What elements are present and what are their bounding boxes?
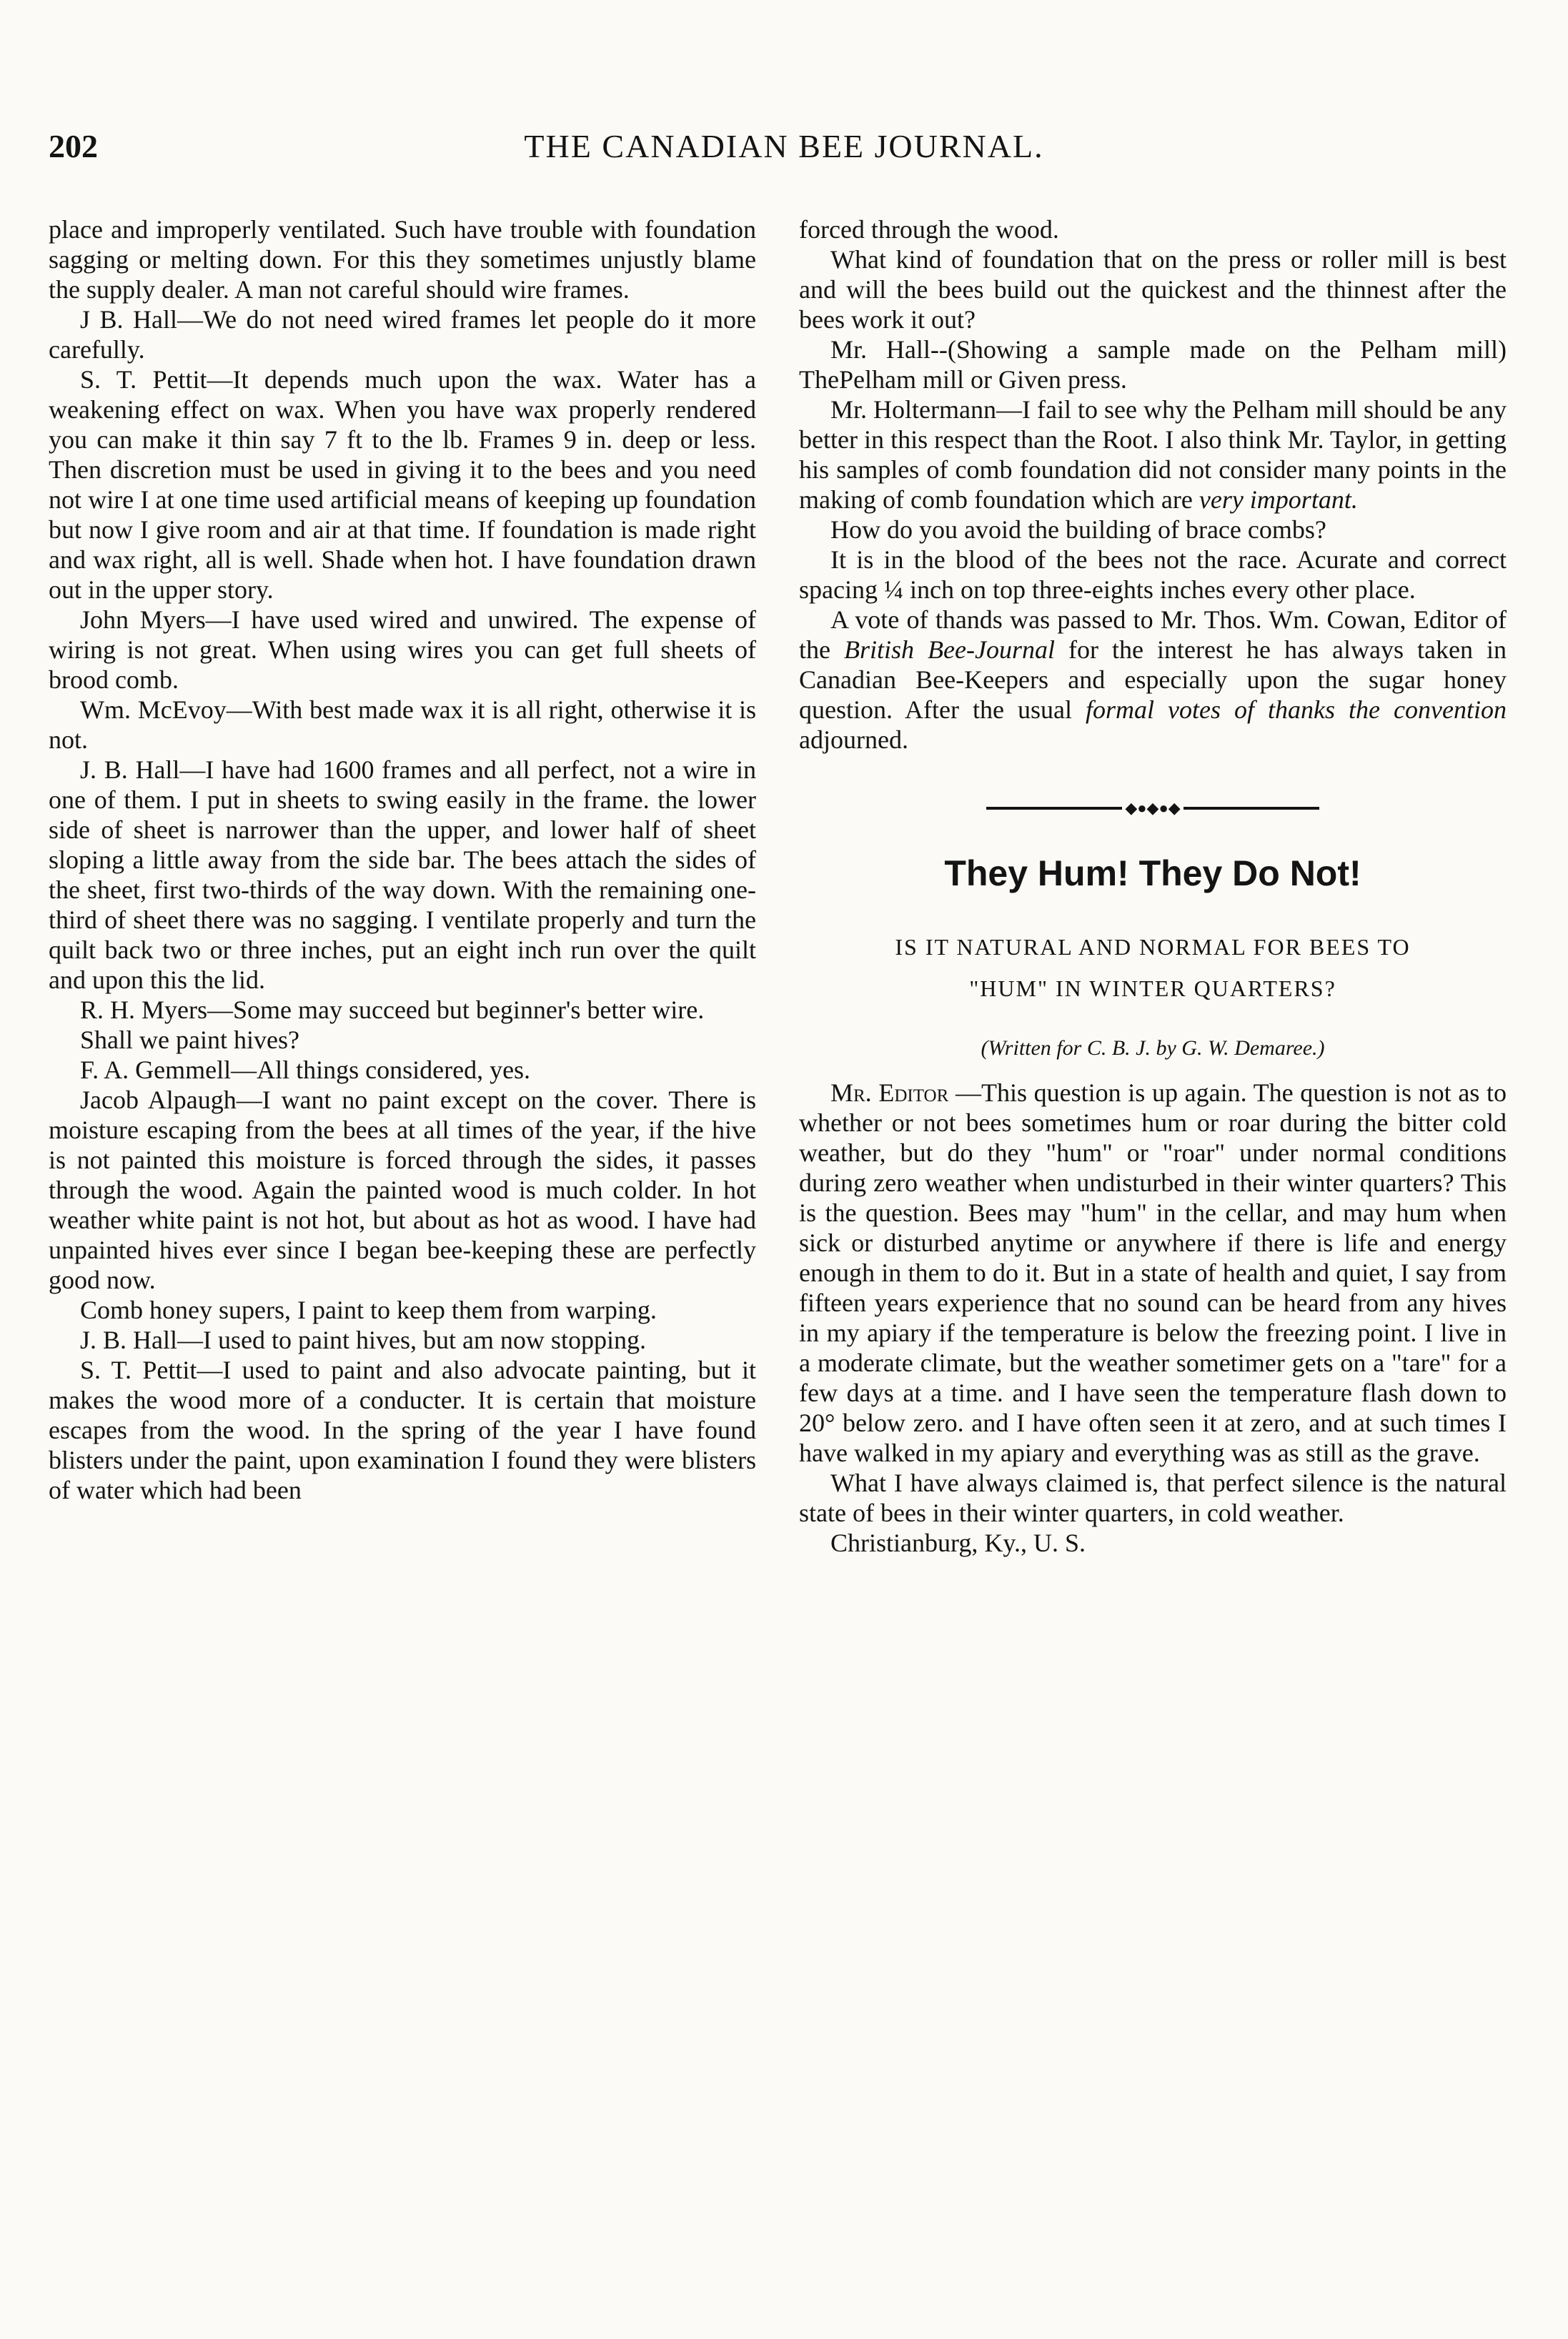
italic-text: very important.: [1199, 485, 1358, 514]
paragraph: Wm. McEvoy—With best made wax it is all right, otherwise it is not.: [49, 695, 756, 754]
article-subtitle: [799, 926, 1507, 1009]
paragraph: F. A. Gemmell—All things considered, yes.: [80, 1056, 531, 1084]
paragraph: What I have always claimed is, that perfect silence is the natural state of bees in their winter quarters, in cold weather.: [799, 1469, 1507, 1527]
paragraph: S. T. Pettit—I used to paint and also advocate painting, but it makes the wood more of a conducter. It is certain that moisture escapes from the wood. In the spring of the year I have found blisters under the paint, upon examination I found they were blisters of water which had been: [49, 1356, 756, 1504]
paragraph: [799, 605, 1507, 755]
right-column: [799, 214, 1507, 1558]
paragraph: J. B. Hall—I have had 1600 frames and all perfect, not a wire in one of them. I put in sheets to swing easily in the frame. the lower side of sheet is narrower than the upper, and lower half of sheet sloping a little away from the side bar. The bees attach the sides of the sheet, first two-thirds of the way down. With the remaining one-third of sheet there was no sagging. I ventilate properly and turn the quilt back two or three inches, put an eight inch run over the quilt and upon this the lid.: [49, 755, 756, 994]
paragraph: J. B. Hall—I used to paint hives, but am now stopping.: [80, 1326, 646, 1354]
journal-title: THE CANADIAN BEE JOURNAL.: [524, 128, 1044, 164]
article-title: They Hum! They Do Not!: [944, 853, 1361, 893]
paragraph: J B. Hall—We do not need wired frames let people do it more carefully.: [49, 305, 756, 364]
page-number: 202: [49, 128, 98, 164]
paragraph: Mr. Hall--(Showing a sample made on the Pelham mill) ThePelham mill or Given press.: [799, 335, 1507, 394]
section-divider: [799, 793, 1507, 823]
subtitle-line: IS IT NATURAL AND NORMAL FOR BEES TO: [895, 934, 1411, 960]
paragraph: forced through the wood.: [799, 215, 1059, 244]
paragraph: [799, 1078, 1507, 1468]
paragraph: Shall we paint hives?: [80, 1026, 299, 1054]
signoff: Christianburg, Ky., U. S.: [830, 1529, 1086, 1557]
subtitle-line: "HUM" IN WINTER QUARTERS?: [969, 975, 1336, 1001]
paragraph: Jacob Alpaugh—I want no paint except on the cover. There is moisture escaping from the bees at all times of the year, if the hive is not painted this moisture is forced through the sides, it passes through the wood. Again the painted wood is much colder. In hot weather white paint is not hot, but about as hot as wood. I have had unpainted hives ever since I began bee-keeping these are perfectly good now.: [49, 1086, 756, 1294]
left-column: [49, 214, 756, 1505]
salutation: Mr. Editor: [830, 1078, 949, 1107]
text-run: for the interest he has always taken in Canadian Bee-Keepers and especially upon the sugar honey question. After the usual: [799, 635, 1507, 724]
italic-text: British Bee-Journal: [844, 635, 1055, 664]
text-run: —This question is up again. The question is not as to whether or not bees sometimes hum or roar during the bitter cold weather, but do they "hum" or "roar" under normal conditions during zero weather when undisturbed in their winter quarters? This is the question. Bees may "hum" in the cellar, and may hum when sick or disturbed anytime or anywhere if there is life and energy enough in them to do it. But in a state of health and quiet, I say from fifteen years experience that no sound can be heard from any hives in my apiary if the temperature is below the freezing point. I live in a moderate climate, but the weather sometimer gets on a "tare" for a few days at a time. and I have seen the temperature flash down to 20° below zero. and I have often seen it at zero, and at such times I have walked in my apiary and everything was as still as the grave.: [799, 1078, 1507, 1467]
paragraph: How do you avoid the building of brace combs?: [830, 515, 1326, 544]
paragraph: S. T. Pettit—It depends much upon the wax. Water has a weakening effect on wax. When you have wax properly rendered you can make it thin say 7 ft to the lb. Frames 9 in. deep or less. Then discretion must be used in giving it to the bees and you need not wire I at one time used artificial means of keeping up foundation but now I give room and air at that time. If foundation is made right and wax right, all is well. Shade when hot. I have foundation drawn out in the upper story.: [49, 365, 756, 604]
text-run: A vote of thands was passed to Mr. Thos. Wm. Cowan, Editor of the: [799, 605, 1507, 664]
divider-line: [1184, 807, 1319, 810]
byline: (Written for C. B. J. by G. W. Demaree.): [981, 1036, 1325, 1060]
divider-ornament-icon: ◆●◆●◆: [1125, 799, 1181, 817]
text-run: adjourned.: [799, 725, 908, 754]
divider-line: [986, 807, 1122, 810]
paragraph: R. H. Myers—Some may succeed but beginner's better wire.: [80, 995, 705, 1024]
paragraph: place and improperly ventilated. Such have trouble with foundation sagging or melting down. For this they sometimes unjustly blame the supply dealer. A man not careful should wire frames.: [49, 215, 756, 304]
italic-text: formal votes of thanks the convention: [1086, 695, 1507, 724]
paragraph: It is in the blood of the bees not the race. Acurate and correct spacing ¼ inch on top three-eights inches every other place.: [799, 545, 1507, 604]
paragraph: Comb honey supers, I paint to keep them from warping.: [80, 1296, 657, 1324]
paragraph: John Myers—I have used wired and unwired. The expense of wiring is not great. When using wires you can get full sheets of brood comb.: [49, 605, 756, 694]
text-run: Mr. Holtermann—I fail to see why the Pelham mill should be any better in this respect than the Root. I also think Mr. Taylor, in getting his samples of comb foundation did not consider many points in the making of comb foundation which are: [799, 395, 1507, 514]
paragraph: [799, 394, 1507, 515]
paragraph: What kind of foundation that on the press or roller mill is best and will the bees build out the quickest and the thinnest after the bees work it out?: [799, 245, 1507, 334]
